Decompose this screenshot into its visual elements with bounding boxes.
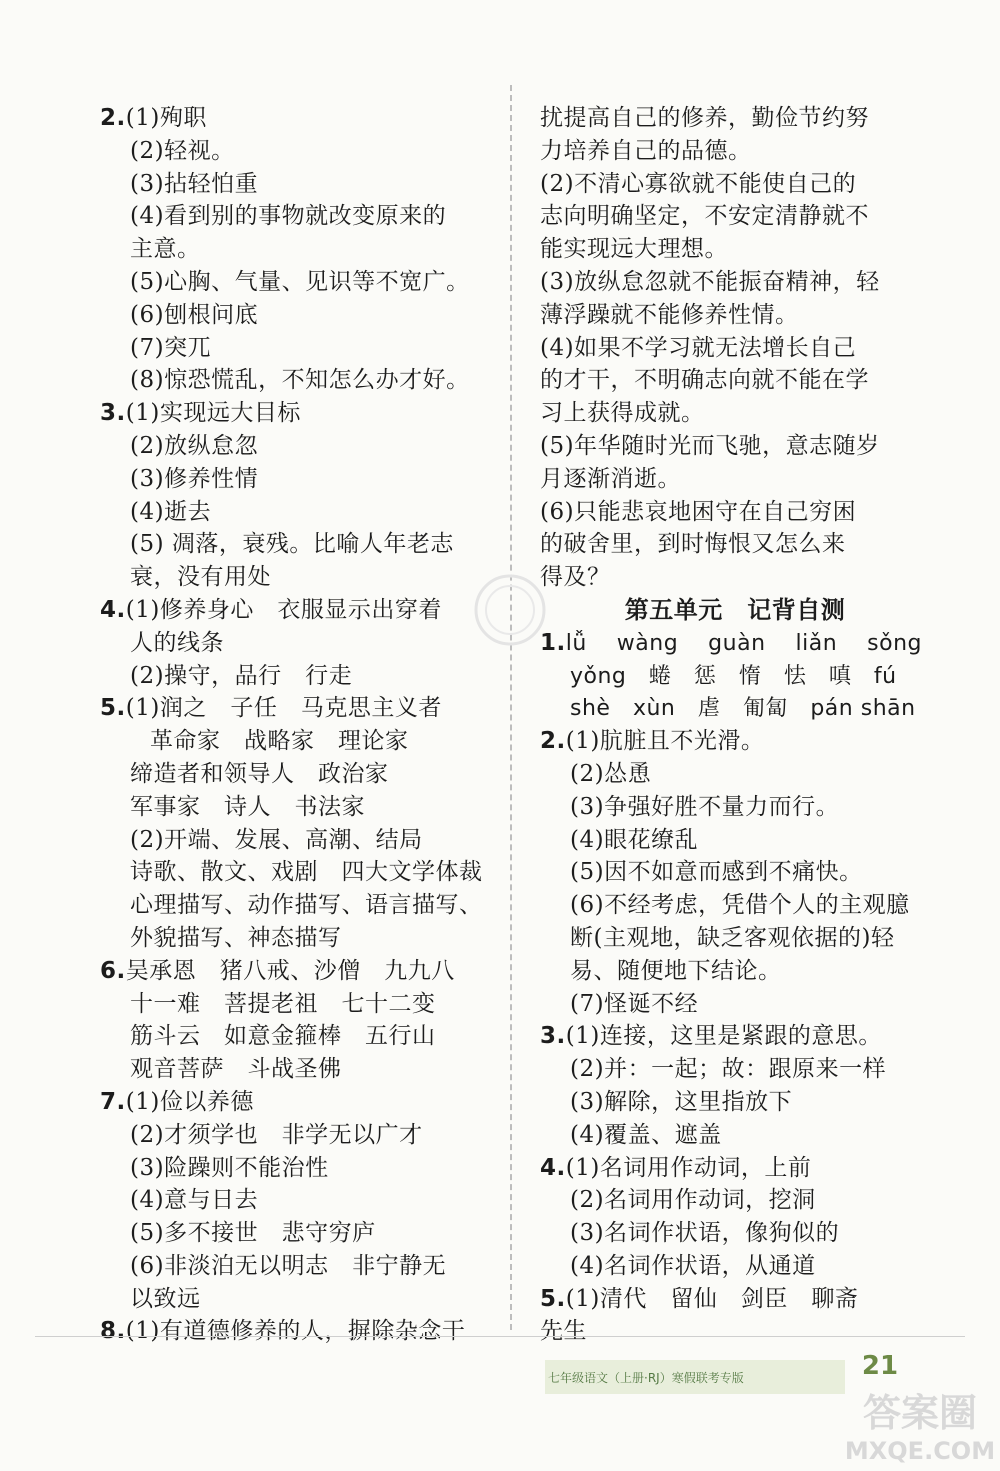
answer-text: 能实现远大理想。 — [540, 236, 728, 263]
answer-line — [100, 135, 500, 168]
answer-text: (4)眼花缭乱 — [570, 826, 699, 853]
answer-line — [540, 397, 930, 430]
answer-text: (4)如果不学习就无法增长自己 — [540, 334, 857, 361]
bottom-rule — [35, 1336, 965, 1337]
answer-line — [100, 791, 500, 824]
answer-line — [100, 430, 500, 463]
answer-text: (2)不清心寡欲就不能使自己的 — [540, 170, 857, 197]
answer-text: (1)肮脏且不光滑。 — [565, 728, 765, 755]
answer-text: 先生 — [540, 1318, 587, 1345]
answer-line — [540, 725, 930, 758]
answer-line — [100, 463, 500, 496]
answer-text: (2)才须学也 非学无以广才 — [130, 1121, 423, 1148]
answer-text: 缔造者和领导人 政治家 — [130, 760, 389, 787]
answer-line — [540, 135, 930, 168]
answer-text: (4)覆盖、遮盖 — [570, 1121, 722, 1148]
answer-line — [100, 397, 500, 430]
answer-line — [540, 692, 930, 725]
answer-line — [100, 1086, 500, 1119]
answer-text: (3)放纵怠忽就不能振奋精神，轻 — [540, 268, 880, 295]
answer-line — [100, 1283, 500, 1316]
answer-text: (3)险躁则不能治性 — [130, 1154, 329, 1181]
watermark-title: 答案圈 — [862, 1391, 977, 1435]
answer-line — [100, 627, 500, 660]
answer-line — [540, 660, 930, 693]
answer-line — [540, 758, 930, 791]
answer-text: (1)实现远大目标 — [125, 400, 301, 427]
answer-line — [100, 922, 500, 955]
answer-line — [540, 102, 930, 135]
answer-text: (2)名词用作动词，挖洞 — [570, 1187, 816, 1214]
answer-text: (1)名词用作动词，上前 — [565, 1154, 812, 1181]
answer-text: (3)名词作状语，像狗似的 — [570, 1220, 840, 1247]
answer-line — [100, 299, 500, 332]
answer-line — [540, 168, 930, 201]
question-number: 5. — [540, 1285, 566, 1312]
answer-text: (3)修养性情 — [130, 465, 259, 492]
answer-text: (5)因不如意而感到不痛快。 — [570, 859, 863, 886]
answer-text: 志向明确坚定，不安定清静就不 — [540, 203, 869, 230]
answer-line — [540, 233, 930, 266]
answer-line — [540, 791, 930, 824]
answer-line — [540, 463, 930, 496]
answer-line — [100, 1020, 500, 1053]
answer-text: (2)并：一起；故：跟原来一样 — [570, 1056, 887, 1083]
answer-line — [540, 922, 930, 955]
answer-line — [100, 856, 500, 889]
answer-text: 以致远 — [130, 1285, 201, 1312]
question-number: 6. — [100, 957, 126, 984]
answer-text: (2)开端、发展、高潮、结局 — [130, 826, 423, 853]
question-number: 4. — [100, 596, 126, 623]
footer-book-title: 七年级语文（上册·RJ）寒假联考专版 — [548, 1371, 744, 1385]
answer-text: 革命家 战略家 理论家 — [150, 728, 409, 755]
answer-line — [100, 332, 500, 365]
column-divider — [510, 85, 512, 1330]
answer-line — [540, 200, 930, 233]
answer-text: 薄浮躁就不能修养性情。 — [540, 301, 799, 328]
answer-line — [100, 496, 500, 529]
answer-line — [100, 725, 500, 758]
answer-line — [100, 1152, 500, 1185]
answer-text: 的破舍里，到时悔恨又怎么来 — [540, 531, 846, 558]
answer-text: (6)非淡泊无以明志 非宁静无 — [130, 1252, 447, 1279]
answer-text: 外貌描写、神态描写 — [130, 924, 342, 951]
question-number: 3. — [100, 400, 126, 427]
answer-line — [540, 1184, 930, 1217]
answer-line — [100, 660, 500, 693]
answer-line — [540, 561, 930, 594]
left-column — [100, 102, 500, 1348]
answer-text: (8)惊恐慌乱，不知怎么办才好。 — [130, 367, 470, 394]
answer-line — [540, 1020, 930, 1053]
answer-line — [100, 955, 500, 988]
answer-line — [540, 299, 930, 332]
answer-text: 筋斗云 如意金箍棒 五行山 — [130, 1023, 436, 1050]
answer-line — [100, 824, 500, 857]
answer-text: 得及？ — [540, 564, 611, 591]
answer-line — [540, 627, 930, 660]
right-column — [540, 102, 930, 1348]
question-number: 8. — [100, 1318, 126, 1345]
answer-line — [540, 889, 930, 922]
answer-text: (7)突兀 — [130, 334, 212, 361]
answer-text: (7)怪诞不经 — [570, 990, 699, 1017]
answer-line — [540, 856, 930, 889]
answer-line — [540, 1119, 930, 1152]
answer-text: (5) 凋落，衰残。比喻人年老志 — [130, 531, 454, 558]
answer-line — [100, 1184, 500, 1217]
answer-text: 主意。 — [130, 236, 201, 263]
answer-line — [100, 561, 500, 594]
answer-text: (2)操守，品行 行走 — [130, 662, 353, 689]
answer-text: (1)润之 子任 马克思主义者 — [125, 695, 442, 722]
answer-text: (4)意与日去 — [130, 1187, 259, 1214]
answer-text: (2)怂恿 — [570, 760, 652, 787]
answer-text: (1)有道德修养的人，摒除杂念干 — [125, 1318, 466, 1345]
answer-line — [540, 332, 930, 365]
answer-text: (1)修养身心 衣服显示出穿着 — [125, 596, 442, 623]
answer-line — [100, 758, 500, 791]
answer-text: (6)刨根问底 — [130, 301, 259, 328]
answer-line — [540, 1250, 930, 1283]
answer-line — [540, 1283, 930, 1316]
answer-line — [100, 1053, 500, 1086]
answer-text: (4)名词作状语，从通道 — [570, 1252, 816, 1279]
answer-text: shè xùn 虐 匍匐 pán shān — [570, 696, 916, 722]
answer-line — [100, 1217, 500, 1250]
answer-text: lǚ wàng guàn liǎn sǒng — [565, 630, 922, 656]
answer-line — [100, 1250, 500, 1283]
answer-text: (2)轻视。 — [130, 137, 235, 164]
answer-text: 吴承恩 猪八戒、沙僧 九九八 — [125, 957, 455, 984]
question-number: 3. — [540, 1023, 566, 1050]
answer-line — [540, 1315, 930, 1348]
answer-line — [540, 496, 930, 529]
answer-text: 的才干，不明确志向就不能在学 — [540, 367, 869, 394]
answer-line — [540, 528, 930, 561]
answer-text: (1)殉职 — [125, 105, 207, 131]
answer-text: 军事家 诗人 书法家 — [130, 793, 365, 820]
answer-text: 扰提高自己的修养，勤俭节约努 — [540, 105, 869, 131]
answer-text: (3)解除，这里指放下 — [570, 1088, 793, 1115]
answer-line — [540, 988, 930, 1021]
answer-text: 力培养自己的品德。 — [540, 137, 752, 164]
answer-text: (2)放纵怠忽 — [130, 432, 259, 459]
answer-line — [100, 233, 500, 266]
answer-line — [540, 1086, 930, 1119]
answer-line — [540, 1152, 930, 1185]
answer-line — [100, 889, 500, 922]
answer-line — [540, 430, 930, 463]
answer-line — [100, 364, 500, 397]
watermark-url: MXQE.COM — [844, 1437, 996, 1465]
question-number: 7. — [100, 1088, 126, 1115]
answer-text: (6)不经考虑，凭借个人的主观臆 — [570, 892, 910, 919]
page-number: 21 — [861, 1351, 899, 1381]
question-number: 4. — [540, 1154, 566, 1181]
answer-line — [100, 1119, 500, 1152]
answer-line — [100, 528, 500, 561]
section-title: 第五单元 记背自测 — [624, 594, 846, 624]
answer-line — [100, 102, 500, 135]
answer-text: (1)清代 留仙 剑臣 聊斋 — [565, 1285, 859, 1312]
answer-text: (4)看到别的事物就改变原来的 — [130, 203, 447, 230]
answer-text: yǒng 蜷 惩 惰 怯 嗔 fú — [570, 663, 897, 689]
question-number: 2. — [540, 728, 566, 755]
answer-line — [540, 1217, 930, 1250]
watermark — [840, 1390, 1000, 1470]
answer-text: 易、随便地下结论。 — [570, 957, 782, 984]
answer-line — [540, 955, 930, 988]
answer-text: 心理描写、动作描写、语言描写、 — [130, 892, 483, 919]
stamp-icon — [470, 570, 550, 650]
answer-text: 人的线条 — [130, 629, 224, 656]
answer-line — [540, 1053, 930, 1086]
answer-line — [540, 266, 930, 299]
question-number: 2. — [100, 105, 126, 131]
answer-line — [540, 824, 930, 857]
answer-text: 断(主观地，缺乏客观依据的)轻 — [570, 924, 895, 951]
answer-text: (1)连接，这里是紧跟的意思。 — [565, 1023, 882, 1050]
answer-text: 衰，没有用处 — [130, 564, 271, 591]
answer-line — [100, 200, 500, 233]
question-number: 1. — [540, 629, 566, 656]
answer-text: (1)俭以养德 — [125, 1088, 254, 1115]
answer-line — [100, 988, 500, 1021]
answer-text: 习上获得成就。 — [540, 400, 705, 427]
section-heading — [540, 594, 930, 627]
answer-line — [540, 364, 930, 397]
answer-text: (5)年华随时光而飞驰，意志随岁 — [540, 432, 880, 459]
answer-text: 诗歌、散文、戏剧 四大文学体裁 — [130, 859, 483, 886]
answer-text: 十一难 菩提老祖 七十二变 — [130, 990, 436, 1017]
answer-line — [100, 692, 500, 725]
answer-line — [100, 168, 500, 201]
answer-text: (4)逝去 — [130, 498, 212, 525]
answer-text: (5)多不接世 悲守穷庐 — [130, 1220, 376, 1247]
answer-text: 月逐渐消逝。 — [540, 465, 681, 492]
answer-line — [100, 594, 500, 627]
answer-text: (3)拈轻怕重 — [130, 170, 259, 197]
answer-text: (3)争强好胜不量力而行。 — [570, 793, 840, 820]
answer-line — [100, 266, 500, 299]
answer-text: 观音菩萨 斗战圣佛 — [130, 1056, 342, 1083]
answer-text: (5)心胸、气量、见识等不宽广。 — [130, 268, 470, 295]
question-number: 5. — [100, 695, 126, 722]
answer-line — [100, 1315, 500, 1348]
answer-text: (6)只能悲哀地困守在自己穷困 — [540, 498, 857, 525]
